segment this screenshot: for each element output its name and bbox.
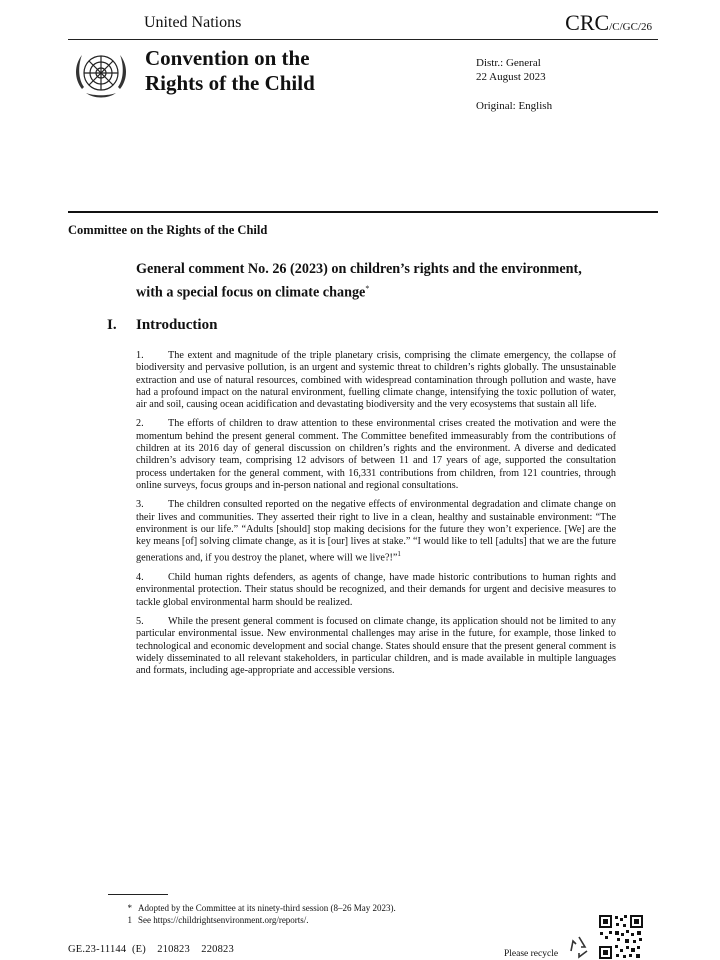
paragraph-text: While the present general comment is focused on climate change, its application should not be limited to any particular environmental issue. New environmental challenges may arise in the future, for example, those linked to technological and economic development and social change. States should ensure that the present general comment is widely disseminated to all relevant stakeholders, in particular children, and is made available in multiple languages and formats, including age-appropriate and accessible versions. xyxy=(136,616,616,677)
paragraph xyxy=(136,499,616,565)
paragraph-text: The extent and magnitude of the triple planetary crisis, comprising the climate emergency, the collapse of biodiversity and pervasive pollution, is an urgent and systemic threat to children’s rights globally. The unsustainable extraction and use of natural resources, combined with widespread contamination through pollution and waste, have had a profound impact on the natural environment, fuelling climate change, intensifying the toxic pollution of water, air and soil, causing ocean acidification and devastating biodiversity and the very ecosystems that sustain all life. xyxy=(136,350,616,411)
symbol-sub: /C/GC/26 xyxy=(609,21,652,33)
general-comment-title xyxy=(136,260,606,303)
body-text xyxy=(136,350,616,685)
document-number: GE.23-11144 (E) 210823 220823 xyxy=(68,944,234,955)
section-title: Introduction xyxy=(136,317,218,333)
original-language: Original: English xyxy=(476,100,553,112)
distribution: Distr.: General xyxy=(476,57,541,69)
paragraph-number: 2. xyxy=(136,418,144,430)
qr-code-icon xyxy=(598,914,644,960)
paragraph-text: Child human rights defenders, as agents of change, have made historic contributions to human rights and environmental protection. Their status should be recognized, and their demands for urgent and decisive measures to tackle global environmental harm should be realized. xyxy=(136,572,616,608)
section-number: I. xyxy=(107,317,117,333)
paragraph-number: 3. xyxy=(136,499,144,511)
section-rule xyxy=(68,211,658,213)
footnote-mark: 1 xyxy=(127,915,132,925)
recycle-label: Please recycle xyxy=(504,949,559,959)
paragraph-number: 5. xyxy=(136,616,144,628)
title-line-1: Convention on the xyxy=(145,46,310,70)
paragraph-number: 4. xyxy=(136,572,144,584)
distribution-block xyxy=(476,56,546,84)
paragraph xyxy=(136,572,616,609)
footnote-text: See https://childrightsenvironment.org/reports/. xyxy=(138,915,309,925)
paragraph xyxy=(136,418,616,492)
footnote xyxy=(112,902,396,914)
footnote-text: Adopted by the Committee at its ninety-third session (8–26 May 2023). xyxy=(138,903,396,913)
general-comment-title-text: General comment No. 26 (2023) on children’s rights and the environment, with a special focus on climate change xyxy=(136,261,582,301)
recycle-icon xyxy=(566,934,592,960)
footnote-marker: 1 xyxy=(397,550,401,559)
committee-name: Committee on the Rights of the Child xyxy=(68,223,268,237)
paragraph-text: The children consulted reported on the negative effects of environmental degradation and climate change on their lives and communities. They asserted their right to live in a clean, healthy and sustainable environment: “The environment is our life.” “Adults [should] stop making decisions for the future they won’t experience. [We] are the key means [of] solving climate change, as it is [our] lives at stake.” “I would like to tell [adults] that we are the future generations and, if you destroy the planet, where will we live?!” xyxy=(136,499,616,564)
un-emblem-icon xyxy=(68,45,134,103)
footnote-mark: * xyxy=(127,903,132,913)
title-line-2: Rights of the Child xyxy=(145,71,315,95)
title-footnote-marker: * xyxy=(365,284,370,293)
symbol-main: CRC xyxy=(565,10,610,35)
footnotes xyxy=(112,902,396,926)
header-rule xyxy=(68,39,658,40)
footnote-rule xyxy=(108,894,168,895)
paragraph xyxy=(136,616,616,677)
convention-title xyxy=(145,46,315,96)
organization-name: United Nations xyxy=(144,14,242,31)
paragraph-number: 1. xyxy=(136,350,144,361)
paragraph-text: The efforts of children to draw attention to these environmental crises created the motivation and were the momentum behind the present general comment. The Committee benefited immeasurably from the contributions of children at its 2016 day of general discussion on children’s rights and the environment. A diverse and dedicated children’s advisory team, comprising 12 advisors of between 11 and 17 years of age, supported the consultation process undertaken for the general comment, with 16,331 contributions from children, from 121 countries, through online surveys, focus groups and in-person national and regional consultations. xyxy=(136,418,616,491)
issue-date: 22 August 2023 xyxy=(476,71,546,83)
paragraph xyxy=(136,350,616,411)
document-symbol xyxy=(565,10,652,36)
footnote xyxy=(112,914,396,926)
